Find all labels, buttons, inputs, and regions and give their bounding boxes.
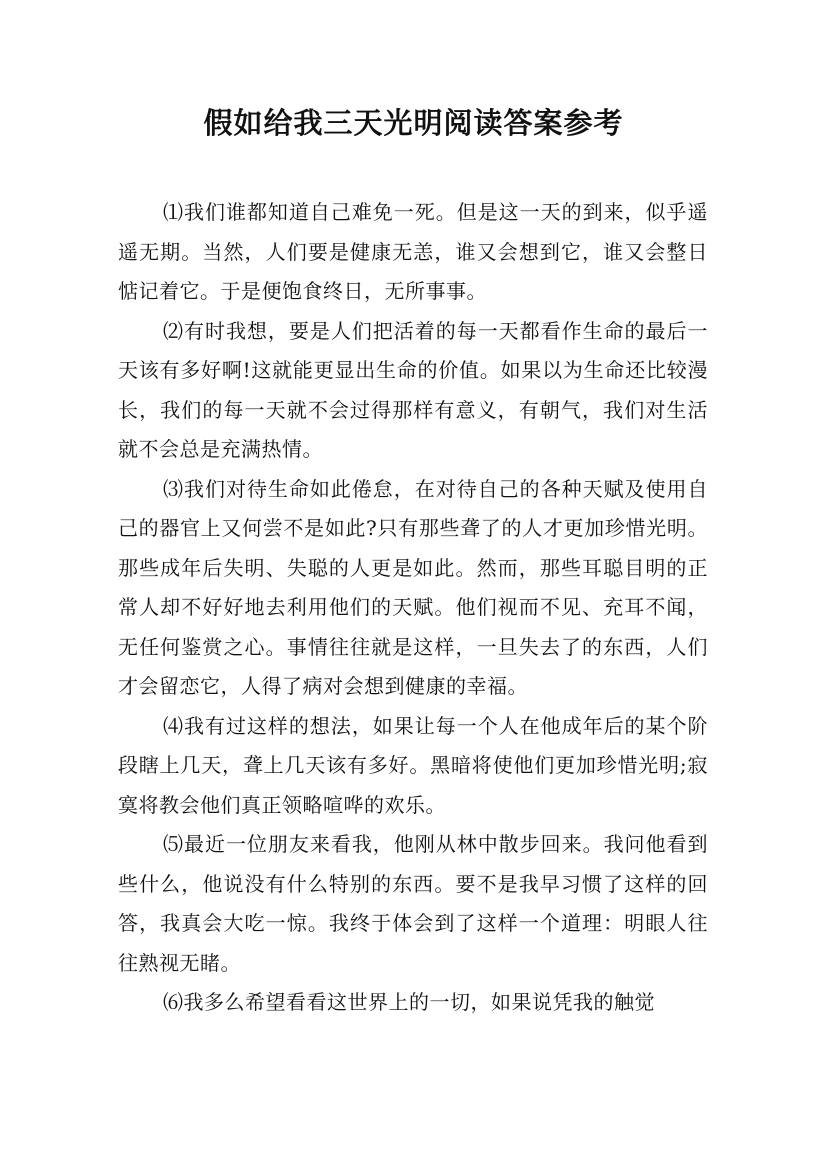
document-title: 假如给我三天光明阅读答案参考 [203,106,624,140]
paragraph-5: ⑸最近一位朋友来看我，他刚从林中散步回来。我问他看到些什么，他说没有什么特别的东西。要不是我早习惯了这样的回答，我真会大吃一惊。我终于体会到了这样一个道理：明眼人往往熟视无睹。 [118,832,708,975]
paragraph-4: ⑷我有过这样的想法，如果让每一个人在他成年后的某个阶段瞎上几天，聋上几天该有多好。黑暗将使他们更加珍惜光明;寂寞将教会他们真正领略喧哗的欢乐。 [118,713,708,817]
article-body [118,193,708,1023]
paragraph-6: ⑹我多么希望看看这世界上的一切，如果说凭我的触觉 [163,990,655,1014]
paragraph-2: ⑵有时我想，要是人们把活着的每一天都看作生命的最后一天该有多好啊!这就能更显出生命的价值。如果以为生命还比较漫长，我们的每一天就不会过得那样有意义，有朝气，我们对生活就不会总是充满热情。 [118,318,708,461]
paragraph-3: ⑶我们对待生命如此倦怠，在对待自己的各种天赋及使用自己的器官上又何尝不是如此?只有那些聋了的人才更加珍惜光明。那些成年后失明、失聪的人更是如此。然而，那些耳聪目明的正常人却不好好地去利用他们的天赋。他们视而不见、充耳不闻，无任何鉴赏之心。事情往往就是这样，一旦失去了的东西，人们才会留恋它，人得了病对会想到健康的幸福。 [118,476,708,698]
paragraph-1: ⑴我们谁都知道自己难免一死。但是这一天的到来，似乎遥遥无期。当然，人们要是健康无恙，谁又会想到它，谁又会整日惦记着它。于是便饱食终日，无所事事。 [118,200,708,303]
